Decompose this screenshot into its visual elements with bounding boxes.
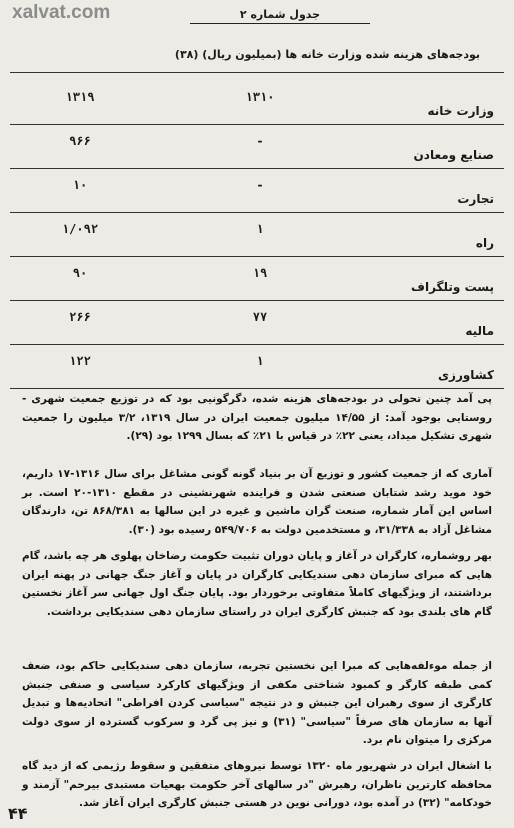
table-row: [10, 86, 504, 124]
paragraph: آماری که از جمعیت کشور و توزیع آن بر بنیاد گونه گونی مشاغل برای سال ۱۳۱۶-۱۷ داریم، خود موید رشد شتابان صنعتی شدن و فراینده شهرنشینی در مقطع ۱۳۱۰-۲۰ است. بر اساس این آمار شماره، صنعت گران ماشین و غیره در این سالها به ۸۶۸/۳۸۱ تن، دارندگان مشاغل آزاد به ۳۱/۳۳۸، و مستخدمین دولت به ۵۴۹/۷۰۶ رسیده بود (۳۰).: [22, 468, 492, 536]
row-value-1319: ۲۶۶: [69, 310, 91, 324]
paragraph: از جمله موءلفه‌هایی که مبرا این نخستین تجربه، سازمان دهی سندیکایی حاکم بود، ضعف کمی طبقه کارگر و کمبود شناختی مکفی از ویژگیهای کارکرد سیاسی و صنفی جنبش کارگری از سوی رهبران این جنبش و در نتیجه "سیاسی کردن افراطی" اتحادیه‌ها و تبدیل آنها به سازمان های صرفاً "سیاسی" (۳۱) و نیز پی گرد و سرکوب گسترده از سوی دولت مرکزی را میتوان نام برد.: [22, 660, 492, 746]
row-divider: [10, 212, 504, 213]
table-subtitle: بودجه‌های هزینه شده وزارت خانه ها (بمیلیون ریال) (۳۸): [174, 48, 480, 61]
row-value-1310: -: [256, 178, 264, 192]
row-divider: [10, 124, 504, 125]
watermark: xalvat.com: [12, 2, 111, 23]
paragraph: با اشغال ایران در شهریور ماه ۱۳۲۰ توسط نیروهای متفقین و سقوط رژیمی که از دید گاه محافظه کارترین ناظران، رهبرش "در سالهای آخر حکومت بهعیات مستبدی بیرحم" آزمند و خودکامه" (۳۲) در آمده بود، دورانی نوین در هستی جنبش کارگری ایران آغاز شد.: [22, 760, 492, 809]
table-row: [10, 306, 504, 344]
row-value-1319: ۹۰: [72, 266, 88, 280]
row-value-1319: ۹۶۶: [69, 134, 91, 148]
paragraph: پی آمد چنین تحولی در بودجه‌های هزینه شده، دگرگونیی بود که در توزیع جمعیت شهری - روستایی بوجود آمد: از ۱۴/۵۵ میلیون جمعیت ایران در سال ۱۳۱۹، ۳/۲ میلیون را جمعیت شهری تشکیل میداد، یعنی ۲۲٪ در قیاس با ۲۱٪ که بسال ۱۲۹۹ بود (۲۹).: [22, 393, 492, 442]
row-label: صنایع ومعادن: [413, 148, 494, 162]
row-value-1319: ۱۲۲: [69, 354, 91, 368]
row-value-1310: ۱۳۱۰: [245, 90, 275, 104]
row-value-1310: ۱: [256, 354, 264, 368]
row-divider: [10, 300, 504, 301]
row-label: پست وتلگراف: [411, 280, 494, 294]
row-label: وزارت خانه: [427, 104, 494, 118]
row-value-1319: ۱/۰۹۲: [61, 222, 99, 236]
row-value-1319: ۱۳۱۹: [65, 90, 95, 104]
row-value-1310: ۷۷: [252, 310, 268, 324]
row-label: مالیه: [465, 324, 494, 338]
table-row: [10, 262, 504, 300]
row-label: کشاورزی: [438, 368, 494, 382]
row-label: راه: [475, 236, 494, 250]
row-value-1310: ۱۹: [252, 266, 268, 280]
row-value-1310: -: [256, 134, 264, 148]
table-row: [10, 218, 504, 256]
page-number: ۴۴: [8, 804, 28, 823]
row-value-1319: ۱۰: [72, 178, 88, 192]
table-row: [10, 350, 504, 388]
table-row: [10, 174, 504, 212]
row-value-1310: ۱: [256, 222, 264, 236]
row-divider: [10, 344, 504, 345]
table-bottom-rule: [10, 388, 504, 389]
row-label: تجارت: [457, 192, 494, 206]
row-divider: [10, 168, 504, 169]
row-divider: [10, 256, 504, 257]
table-title: جدول شماره ۲: [190, 8, 370, 24]
table-row: [10, 130, 504, 168]
table-top-rule: [10, 72, 504, 73]
paragraph: بهر روشماره، کارگران در آغاز و پایان دوران تثبیت حکومت رضاخان پهلوی هر چه باشد، گام هایی که مبرای سازمان دهی سندیکایی کارگران در پایان و آغاز جنگ جهانی در پهنه ایران برداشتند، از ویژگیهای کاملاً متفاوتی برخوردار بود. پایان جنگ اول جهانی سر آغاز نخستین گام های بلندی بود که جنبش کارگری ایران در راستای سازمان دهی سندیکایی برداشت.: [22, 550, 492, 618]
